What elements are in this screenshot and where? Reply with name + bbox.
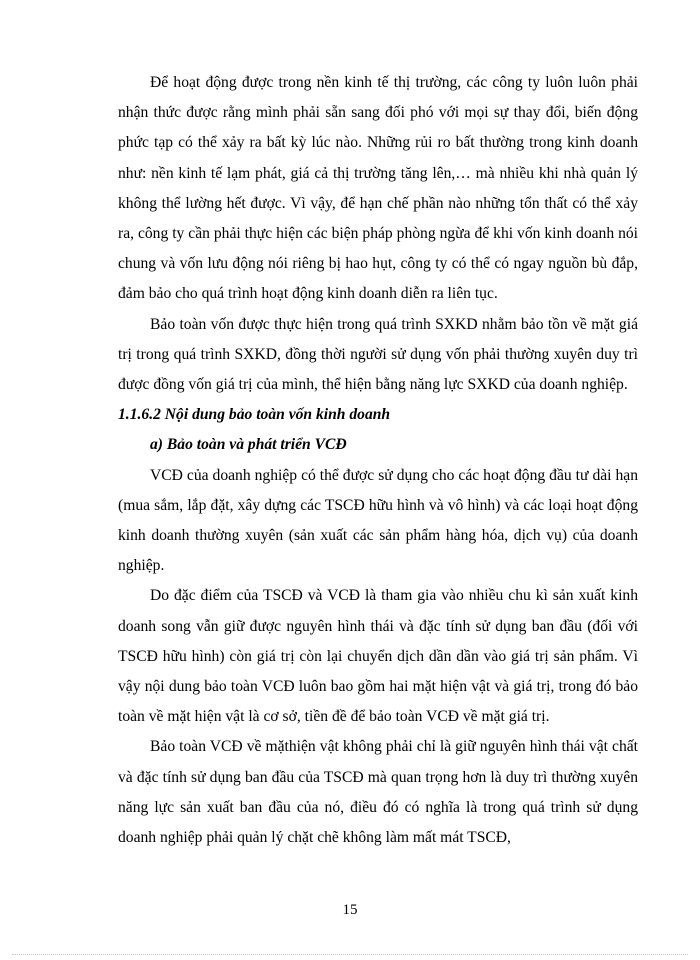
body-text bbox=[118, 68, 638, 853]
section-heading: 1.1.6.2 Nội dung bảo toàn vốn kinh doanh bbox=[118, 406, 391, 424]
paragraph: Để hoạt động được trong nền kinh tế thị trường, các công ty luôn luôn phải nhận thức được rằng mình phải sẵn sang đối phó với mọi sự thay đổi, biến động phức tạp có thể xảy ra bất kỳ lúc nào. Những rủi ro bất thường trong kinh doanh như: nền kinh tế lạm phát, giá cả thị trường tăng lên,… mà nhiều khi nhà quản lý không thể lường hết được. Vì vậy, để hạn chế phần nào những tổn thất có thể xảy ra, công ty cần phải thực hiện các biện pháp phòng ngừa để khi vốn kinh doanh nói chung và vốn lưu động nói riêng bị hao hụt, công ty có thể có ngay nguồn bù đắp, đảm bảo cho quá trình hoạt động kinh doanh diễn ra liên tục. bbox=[118, 74, 638, 303]
paragraph: Do đặc điểm của TSCĐ và VCĐ là tham gia vào nhiều chu kì sản xuất kinh doanh song vẫn giữ được nguyên hình thái và đặc tính sử dụng ban đầu (đối với TSCĐ hữu hình) còn giá trị còn lại chuyển dịch dần dần vào giá trị sản phẩm. Vì vậy nội dung bảo toàn VCĐ luôn bao gồm hai mặt hiện vật và giá trị, trong đó bảo toàn về mặt hiện vật là cơ sở, tiền đề để bảo toàn VCĐ về mặt giá trị. bbox=[118, 587, 638, 726]
paragraph: Bảo toàn vốn được thực hiện trong quá trình SXKD nhằm bảo tồn về mặt giá trị trong quá trình SXKD, đồng thời người sử dụng vốn phải thường xuyên duy trì được đồng vốn giá trị của mình, thể hiện bằng năng lực SXKD của doanh nghiệp. bbox=[118, 315, 638, 394]
paragraph: VCĐ của doanh nghiệp có thể được sử dụng cho các hoạt động đầu tư dài hạn (mua sắm, lắp đặt, xây dựng các TSCĐ hữu hình và vô hình) và các loại hoạt động kinh doanh thường xuyên (sản xuất các sản phẩm hàng hóa, dịch vụ) của doanh nghiệp. bbox=[118, 466, 638, 575]
page-edge-divider bbox=[12, 954, 688, 955]
paragraph: Bảo toàn VCĐ về mặthiện vật không phải chỉ là giữ nguyên hình thái vật chất và đặc tính sử dụng ban đầu của TSCĐ mà quan trọng hơn là duy trì thường xuyên năng lực sản xuất ban đầu của nó, điều đó có nghĩa là trong quá trình sử dụng doanh nghiệp phải quản lý chặt chẽ không làm mất mát TSCĐ, bbox=[118, 738, 638, 847]
subsection-heading: a) Bảo toàn và phát triển VCĐ bbox=[150, 436, 347, 454]
page-number: 15 bbox=[342, 902, 358, 918]
